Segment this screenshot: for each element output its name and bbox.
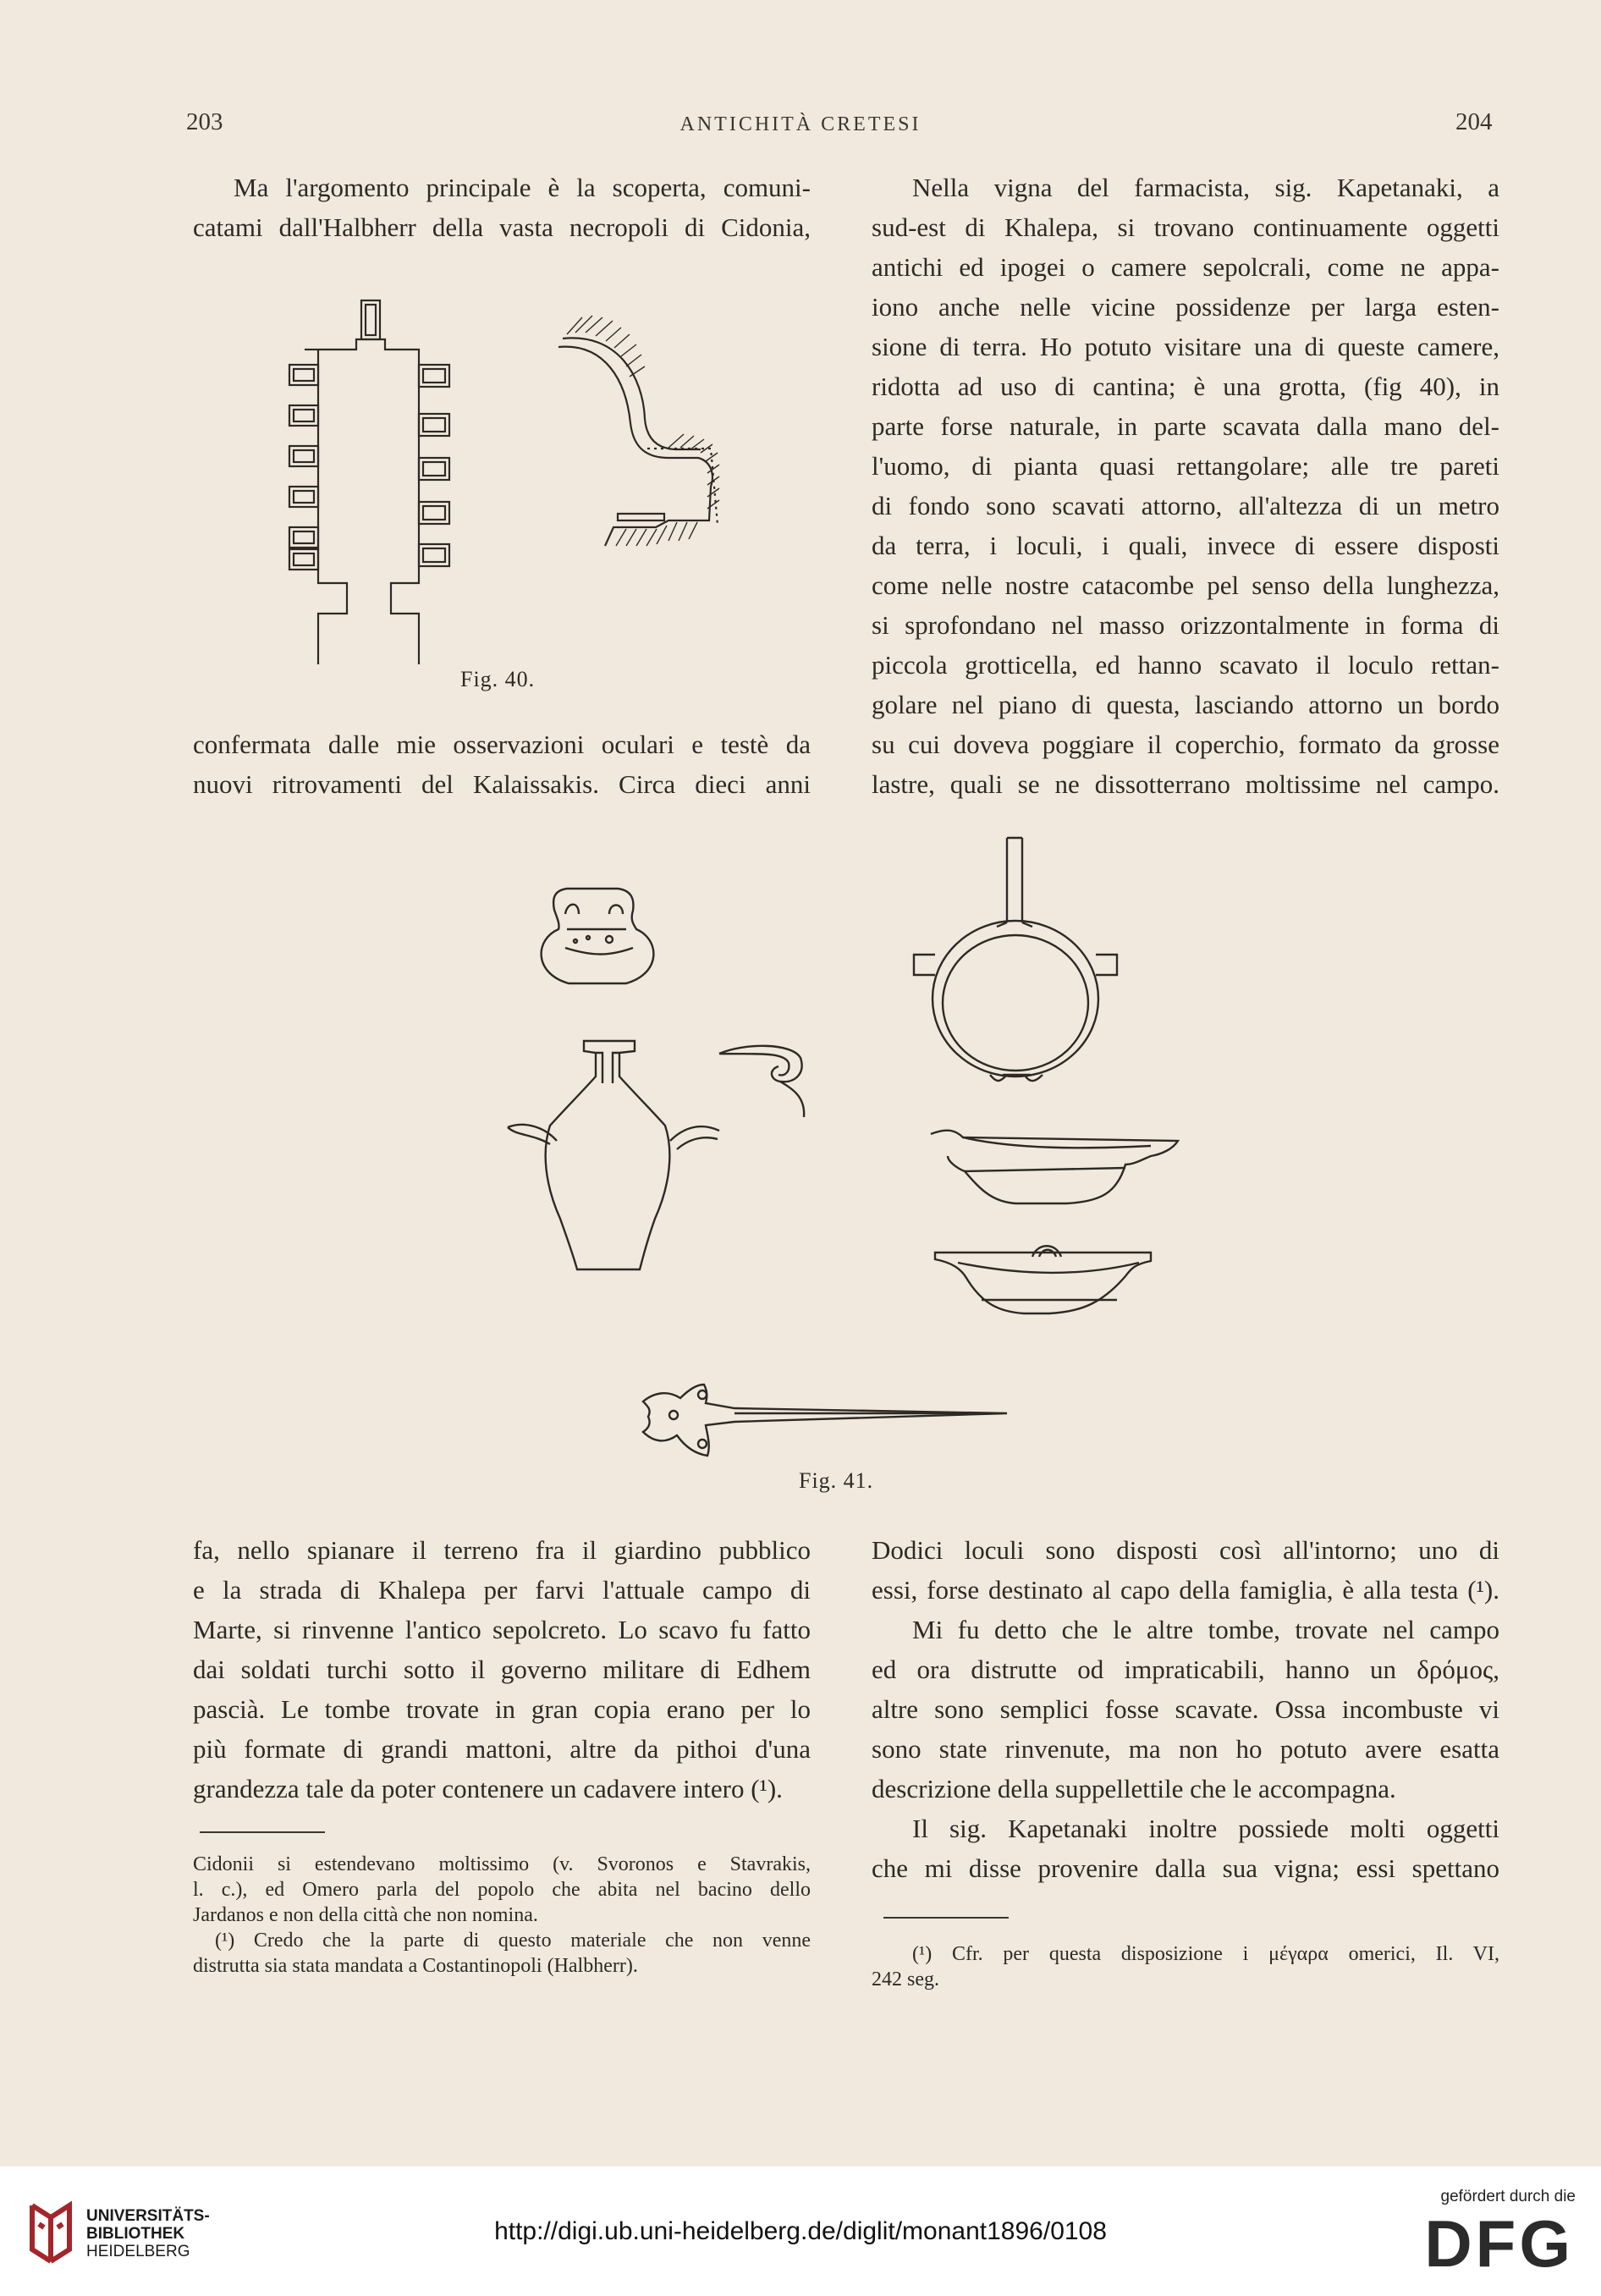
footnote-line: (¹) Credo che la parte di questo materiale che non venne: [215, 1930, 811, 1952]
text-line: e la strada di Khalepa per farvi l'attuale campo di: [193, 1575, 811, 1605]
library-line: BIBLIOTHEK: [86, 2225, 185, 2243]
library-line: UNIVERSITÄTS-: [86, 2207, 210, 2225]
text-line: Mi fu detto che le altre tombe, trovate nel campo: [912, 1615, 1499, 1644]
text-line: descrizione della suppellettile che le accompagna.: [872, 1774, 1396, 1803]
footnote-line: 242 seg.: [872, 1968, 939, 1990]
left-footnotes: [193, 1852, 811, 1979]
text-line: iono anche nelle vicine possidenze per larga esten-: [872, 292, 1499, 322]
text-line: Il sig. Kapetanaki inoltre possiede molti oggetti: [912, 1814, 1499, 1843]
bronze-dagger: [643, 1385, 1007, 1456]
text-line: altre sono semplici fosse scavate. Ossa incombuste vi: [872, 1694, 1499, 1724]
text-line: di fondo sono scavati attorno, all'altezza di un metro: [872, 491, 1499, 520]
text-line: da terra, i loculi, i quali, invece di essere disposti: [872, 531, 1499, 560]
source-url[interactable]: http://digi.ub.uni-heidelberg.de/diglit/monant1896/0108: [494, 2217, 1107, 2245]
text-line: piccola grotticella, ed hanno scavato il loculo rettan-: [872, 650, 1499, 680]
footnote-line: l. c.), ed Omero parla del popolo che abita nel bacino dello: [193, 1879, 811, 1901]
right-paragraph-1: [872, 168, 1499, 804]
library-line: HEIDELBERG: [86, 2243, 190, 2260]
text-line: che mi disse provenire dalla sua vigna; essi spettano: [872, 1853, 1499, 1883]
text-line: lastre, quali se ne dissotterrano moltissime nel campo.: [872, 769, 1499, 799]
text-line: sud-est di Khalepa, si trovano continuamente oggetti: [872, 212, 1499, 242]
footnote-line: Cidonii si estendevano moltissimo (v. Svoronos e Stavrakis,: [193, 1853, 811, 1875]
fig40-caption: Fig. 40.: [460, 667, 536, 691]
fig40-section-drawing: [558, 316, 719, 546]
text-line: Ma l'argomento principale è la scoperta, comuni-: [234, 173, 811, 202]
text-line: essi, forse destinato al capo della famiglia, è alla testa (¹).: [872, 1575, 1499, 1605]
text-line: ridotta ad uso di cantina; è una grotta, (fig 40), in: [872, 372, 1499, 401]
text-line: golare nel piano di questa, lasciando attorno un bordo: [872, 690, 1499, 719]
text-line: Dodici loculi sono disposti così all'intorno; uno di: [872, 1535, 1499, 1565]
footnote-rule-right: [883, 1917, 1009, 1919]
text-line: si sprofondano nel masso orizzontalmente in forma di: [872, 610, 1499, 640]
text-line: sono state rinvenute, ma non ho potuto avere esatta: [872, 1734, 1499, 1764]
dfg-logo: DFG: [1424, 2206, 1574, 2281]
text-line: Marte, si rinvenne l'antico sepolcreto. Lo scavo fu fatto: [193, 1615, 811, 1644]
text-line: più formate di grandi mattoni, altre da pithoi d'una: [193, 1734, 811, 1764]
left-paragraph-3: [193, 1530, 811, 1809]
footnote-line: Jardanos e non della città che non nomina.: [193, 1904, 538, 1926]
right-paragraph-2: [872, 1530, 1499, 1888]
bronze-hook: [719, 1046, 804, 1117]
fig41-caption: Fig. 41.: [799, 1468, 874, 1493]
shallow-bowl: [935, 1246, 1151, 1313]
running-title: ANTICHITÀ CRETESI: [679, 113, 922, 135]
text-line: sione di terra. Ho potuto visitare una di queste camere,: [872, 332, 1499, 361]
text-line: su cui doveva poggiare il coperchio, formato da grosse: [872, 730, 1499, 759]
text-line: come nelle nostre catacombe pel senso della lunghezza,: [872, 570, 1499, 600]
spouted-bowl: [931, 1131, 1178, 1203]
amphora: [508, 1041, 719, 1269]
ring-vessel: [914, 838, 1117, 1081]
left-paragraph-2: [193, 724, 811, 804]
text-line: antichi ed ipogei o camere sepolcrali, come ne appa-: [872, 252, 1499, 282]
funded-by-text: gefördert durch die: [1440, 2188, 1576, 2205]
text-line: ed ora distrutte od impraticabili, hanno un δρόμος,: [872, 1655, 1499, 1684]
text-line: catami dall'Halbherr della vasta necropoli di Cidonia,: [193, 212, 811, 242]
text-line: l'uomo, di pianta quasi rettangolare; alle tre pareti: [872, 451, 1499, 481]
text-line: grandezza tale da poter contenere un cadavere intero (¹).: [193, 1774, 783, 1803]
fig41-drawing: [474, 829, 1235, 1498]
footnote-line: distrutta sia stata mandata a Costantinopoli (Halbherr).: [193, 1955, 638, 1977]
text-line: pascià. Le tombe trovate in gran copia erano per lo: [193, 1694, 811, 1724]
text-line: parte forse naturale, in parte scavata dalla mano del-: [872, 411, 1499, 441]
right-footnotes: [872, 1941, 1499, 1992]
text-line: dai soldati turchi sotto il governo militare di Edhem: [193, 1655, 811, 1684]
text-line: confermata dalle mie osservazioni oculari e testè da: [193, 730, 811, 759]
footnote-line: (¹) Cfr. per questa disposizione i μέγαρα omerici, Il. VI,: [912, 1943, 1499, 1965]
loculi-left: [289, 365, 318, 570]
text-line: fa, nello spianare il terreno fra il giardino pubblico: [193, 1535, 811, 1565]
left-page-number: 203: [186, 108, 223, 135]
loculi-right: [419, 365, 449, 566]
right-page-number: 204: [1455, 108, 1493, 135]
small-jug: [542, 889, 654, 983]
footnote-rule-left: [200, 1831, 325, 1833]
text-line: nuovi ritrovamenti del Kalaissakis. Circa dieci anni: [193, 769, 811, 799]
fig40-plan-drawing: [271, 292, 745, 664]
left-paragraph-1: [193, 168, 811, 247]
text-line: Nella vigna del farmacista, sig. Kapetanaki, a: [912, 173, 1499, 202]
